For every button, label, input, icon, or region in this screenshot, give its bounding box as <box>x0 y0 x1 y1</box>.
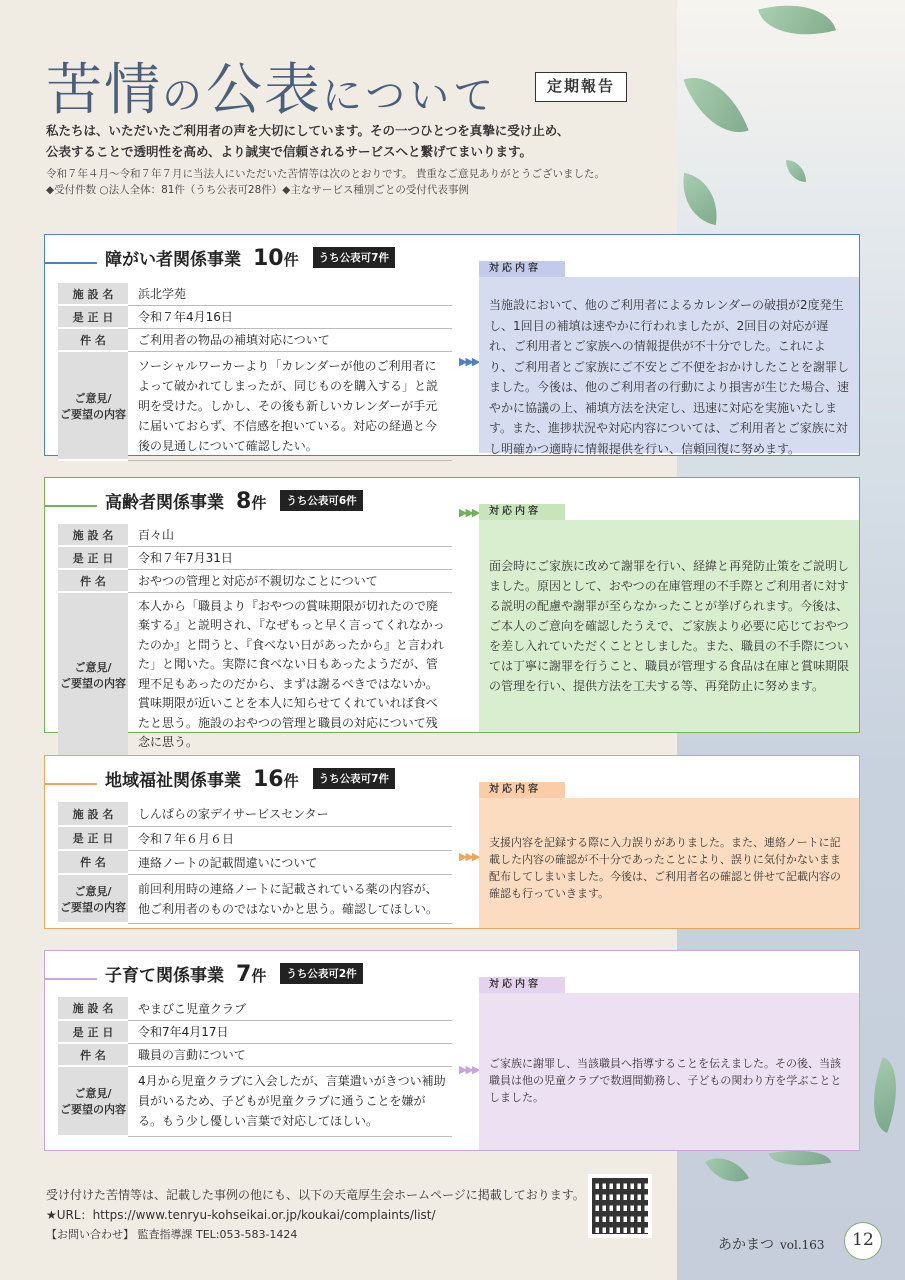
section-elderly <box>44 477 860 749</box>
public-count-badge: うち公表可2件 <box>280 963 362 984</box>
regular-report-badge: 定期報告 <box>535 72 627 102</box>
facility-name: 浜北学苑 <box>128 283 452 305</box>
section-count: 16 <box>253 767 284 792</box>
correction-date: 令和７年4月16日 <box>128 305 452 328</box>
section-header: 障がい者関係事業 10件 うち公表可7件 <box>45 235 485 275</box>
section-community-welfare <box>44 755 860 929</box>
correction-date: 令和７年7月31日 <box>128 546 452 569</box>
footer <box>46 1185 586 1245</box>
facility-name: 百々山 <box>128 524 452 546</box>
case-subject: おやつの管理と対応が不親切なことについて <box>128 569 452 592</box>
section-title: 障がい者関係事業 <box>105 250 241 270</box>
section-header: 高齢者関係事業 8件 うち公表可6件 <box>45 478 485 518</box>
section-header: 子育て関係事業 7件 うち公表可2件 <box>45 951 485 991</box>
public-count-badge: うち公表可7件 <box>313 247 395 268</box>
response-label: 対応内容 <box>479 504 565 520</box>
public-count-badge: うち公表可6件 <box>280 490 362 511</box>
arrow-icon: ▶▶▶ <box>459 1063 479 1076</box>
response-text: ご家族に謝罪し、当該職員へ指導することを伝えました。その後、当該職員は他の児童クラブで数週間勤務し、子どもの関わり方を学ぶこととしました。 <box>479 993 859 1150</box>
section-title: 高齢者関係事業 <box>105 493 224 513</box>
response-text: 当施設において、他のご利用者によるカレンダーの破損が2度発生し、1回目の補填は速やかに行われましたが、2回目の対応が遅れ、ご利用者とご家族への情報提供が不十分でした。これにより、ご利用者とご家族にご不安とご不便をおかけしたことを謝罪しました。今後は、他のご利用者の行動により損害が生じた場合、速やかに協議の上、補填方法を決定し、迅速に対応を実施いたします。また、進捗状況や対応内容については、ご利用者とご家族に対し明確かつ適時に情報提供を行い、信頼回復に努めます。 <box>479 277 859 453</box>
case-subject: ご利用者の物品の補填対応について <box>128 328 452 351</box>
case-info-table: 施 設 名 百々山 是 正 日 令和７年7月31日 件 名 おやつの管理と対応が不親切なことについて ご意見/ ご要望の内容 本人から「職員より『おやつの賞味期限が切れたので廃棄する』と説明され、『なぜもっと早く言ってくれなかったのか』と問うと、『食べない日があったから』と言われた」と聞いた。実際に食べない日もあったようだが、管理不足もあったのだから、まずは謝るべきではないか。賞味期限が近いことを本人に知らせてくれていれば食べたと思う。施設のおやつの管理と職員の対応について残念に思う。 <box>58 524 452 758</box>
facility-name: やまびこ児童クラブ <box>128 997 452 1020</box>
section-childcare <box>44 950 860 1151</box>
case-subject: 職員の言動について <box>128 1043 452 1066</box>
section-title: 子育て関係事業 <box>105 966 224 986</box>
opinion-text: 4月から児童クラブに入会したが、言葉遣いがきつい補助員がいるため、子どもが児童クラブに通うことを嫌がる。もう少し優しい言葉で対応してほしい。 <box>128 1066 452 1136</box>
arrow-icon: ▶▶▶ <box>459 850 479 863</box>
section-count: 7 <box>236 962 252 987</box>
case-info-table: 施 設 名 やまびこ児童クラブ 是 正 日 令和7年4月17日 件 名 職員の言動について ご意見/ ご要望の内容 4月から児童クラブに入会したが、言葉遣いがきつい補助員がいるため、子どもが児童クラブに通うことを嫌がる。もう少し優しい言葉で対応してほしい。 <box>58 997 452 1137</box>
correction-date: 令和7年4月17日 <box>128 1020 452 1043</box>
arrow-icon: ▶▶▶ <box>459 506 479 519</box>
intro-text: 私たちは、いただいたご利用者の声を大切にしています。その一つひとつを真摯に受け止め、 公表することで透明性を高め、より誠実で信頼されるサービスへと繋げてまいります。 <box>46 123 570 159</box>
section-header: 地域福祉関係事業 16件 うち公表可7件 <box>45 756 485 796</box>
opinion-text: 本人から「職員より『おやつの賞味期限が切れたので廃棄する』と説明され、『なぜもっと早く言ってくれなかったのか』と問うと、『食べない日があったから』と言われた」と聞いた。実際に食べない日もあったようだが、管理不足もあったのだから、まずは謝るべきではないか。賞味期限が近いことを本人に知らせてくれていれば食べたと思う。施設のおやつの管理と職員の対応について残念に思う。 <box>128 592 452 757</box>
response-text: 支援内容を記録する際に入力誤りがありました。また、連絡ノートに記載した内容の確認が不十分であったことにより、誤りに気付かないまま配布してしまいました。今後は、ご利用者名の確認と併せて記載内容の確認も行っていきます。 <box>479 798 859 928</box>
page-title: 苦情の公表について <box>46 58 498 123</box>
public-count-badge: うち公表可7件 <box>313 768 395 789</box>
page-number: 12 <box>844 1222 882 1260</box>
opinion-text: 前回利用時の連絡ノートに記載されている薬の内容が、他ご利用者のものではないかと思う。確認してほしい。 <box>128 874 452 923</box>
qr-code[interactable] <box>588 1174 652 1238</box>
footer-note: 受け付けた苦情等は、記載した事例の他にも、以下の天竜厚生会ホームページに掲載しております。 <box>46 1188 585 1202</box>
section-count: 10 <box>253 246 284 271</box>
reception-note: 令和７年４月～令和７年７月に当法人にいただいた苦情等は次のとおりです。 貴重なご意見ありがとうございました。 ◆受付件数 ○法人全体：81件（うち公表可28件）◆主なサービス種別ごとの受付代表事例 <box>46 168 605 196</box>
arrow-icon: ▶▶▶ <box>459 355 479 368</box>
response-label: 対応内容 <box>479 782 565 798</box>
response-label: 対応内容 <box>479 261 565 277</box>
magazine-name: あかまつ vol.163 <box>718 1237 825 1253</box>
section-count: 8 <box>236 489 252 514</box>
case-info-table: 施 設 名 しんぱらの家デイサービスセンター 是 正 日 令和７年６月６日 件 名 連絡ノートの記載間違いについて ご意見/ ご要望の内容 前回利用時の連絡ノートに記載されている薬の内容が、他ご利用者のものではないかと思う。確認してほしい。 <box>58 802 452 924</box>
response-label: 対応内容 <box>479 977 565 993</box>
section-title: 地域福祉関係事業 <box>105 771 241 791</box>
response-text: 面会時にご家族に改めて謝罪を行い、経緯と再発防止策をご説明しました。原因として、おやつの在庫管理の不手際とご利用者に対する説明の配慮や謝罪が至らなかったことが挙げられます。今後は、ご本人のご意向を確認したうえで、ご家族より必要に応じておやつを差し入れていただくこととしました。また、職員の不手際については丁寧に謝罪を行うこと、職員が管理する食品は在庫と賞味期限の管理を行い、提供方法を工夫する等、再発防止に努めます。 <box>479 520 859 732</box>
correction-date: 令和７年６月６日 <box>128 826 452 850</box>
facility-name: しんぱらの家デイサービスセンター <box>128 802 452 826</box>
case-subject: 連絡ノートの記載間違いについて <box>128 850 452 874</box>
case-info-table: 施 設 名 浜北学苑 是 正 日 令和７年4月16日 件 名 ご利用者の物品の補填対応について ご意見/ ご要望の内容 ソーシャルワーカーより「カレンダーが他のご利用者によって破かれてしまったが、同じものを購入する」と説明を受けた。しかし、その後も新しいカレンダーが手元に届いておらず、不信感を抱いている。対応の経過と今後の見通しについて確認したい。 <box>58 283 452 461</box>
contact-info: 【お問い合わせ】 監査指導課 TEL:053-583-1424 <box>46 1228 298 1241</box>
section-disability <box>44 234 860 456</box>
opinion-text: ソーシャルワーカーより「カレンダーが他のご利用者によって破かれてしまったが、同じものを購入する」と説明を受けた。しかし、その後も新しいカレンダーが手元に届いておらず、不信感を抱いている。対応の経過と今後の見通しについて確認したい。 <box>128 351 452 460</box>
homepage-link[interactable]: ★URL：https://www.tenryu-kohseikai.or.jp/koukai/complaints/list/ <box>46 1208 436 1222</box>
